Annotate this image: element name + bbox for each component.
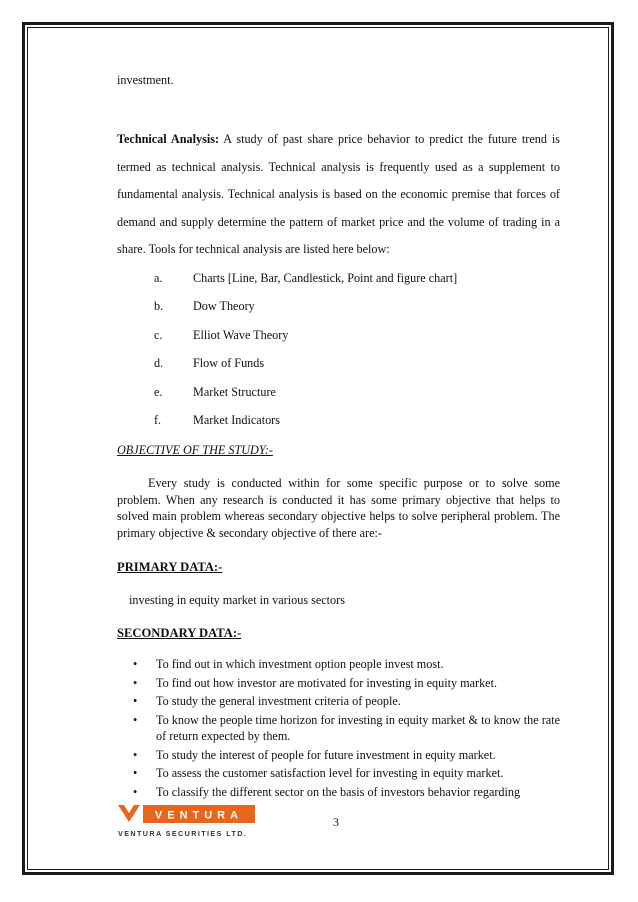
list-item: • To find out in which investment option people invest most. <box>133 657 444 672</box>
bullet-icon: • <box>133 747 138 762</box>
list-text: Elliot Wave Theory <box>193 327 289 342</box>
list-item: • To study the interest of people for future investment in equity market. <box>133 747 496 762</box>
list-letter: f. <box>154 413 162 428</box>
technical-analysis-heading: Technical Analysis: <box>117 132 220 146</box>
list-text: Charts [Line, Bar, Candlestick, Point and figure chart] <box>193 270 458 285</box>
list-item <box>117 292 560 321</box>
list-letter: c. <box>154 327 163 342</box>
secondary-data-heading: SECONDARY DATA:- <box>117 626 242 641</box>
list-text: Market Structure <box>193 384 276 399</box>
technical-analysis-paragraph <box>117 126 560 264</box>
list-text: Market Indicators <box>193 413 280 428</box>
logo-subtitle: VENTURA SECURITIES LTD. <box>118 829 248 838</box>
objective-paragraph: Every study is conducted within for some specific purpose or to solve some problem. When any research is conducted it has some primary objective that helps to solved main problem whereas secondary objective helps to solve peripheral problem. The primary objective & secondary objective of there are:- <box>117 476 560 540</box>
primary-data-heading: PRIMARY DATA:- <box>117 560 223 575</box>
bullet-icon: • <box>133 712 138 727</box>
technical-analysis-text: A study of past share price behavior to predict the future trend is termed as technical analysis. Technical analysis is frequently used as a supplement to fundamental analysis. Technical analysis is based on the economic premise that forces of demand and supply determine the pattern of market price and the volume of trading in a share. Tools for technical analysis are listed here below: <box>117 132 560 256</box>
bullet-icon: • <box>133 694 138 709</box>
bullet-icon: • <box>133 675 138 690</box>
list-item <box>117 406 560 435</box>
secondary-objectives-list <box>117 656 560 800</box>
tools-list <box>117 264 560 436</box>
list-item: • To classify the different sector on the basis of investors behavior regarding <box>133 784 521 799</box>
list-text: Flow of Funds <box>193 356 265 371</box>
list-item <box>117 321 560 350</box>
list-item: • To assess the customer satisfaction level for investing in equity market. <box>133 766 504 781</box>
logo-name: VENTURA <box>154 809 244 822</box>
document-body <box>117 70 560 802</box>
list-item: • To study the general investment criteria of people. <box>133 694 401 709</box>
list-letter: d. <box>154 356 164 371</box>
list-item: • To find out how investor are motivated for investing in equity market. <box>133 675 497 690</box>
list-letter: b. <box>154 299 164 314</box>
list-item <box>117 349 560 378</box>
list-item <box>117 378 560 407</box>
list-text: Dow Theory <box>193 299 255 314</box>
bullet-icon: • <box>133 766 138 781</box>
objective-heading: OBJECTIVE OF THE STUDY:- <box>117 443 273 458</box>
intro-fragment: investment. <box>117 73 174 87</box>
bullet-icon: • <box>133 784 138 799</box>
bullet-icon: • <box>133 657 138 672</box>
ventura-logo <box>117 802 257 842</box>
list-item: • To know the people time horizon for investing in equity market & to know the rate of return expected by them. <box>133 712 560 744</box>
page-number: 3 <box>333 815 339 829</box>
list-letter: e. <box>154 384 163 399</box>
primary-data-text: investing in equity market in various sectors <box>129 593 345 608</box>
list-letter: a. <box>154 270 163 285</box>
list-item <box>117 264 560 293</box>
logo-chevron-mark <box>118 805 140 822</box>
